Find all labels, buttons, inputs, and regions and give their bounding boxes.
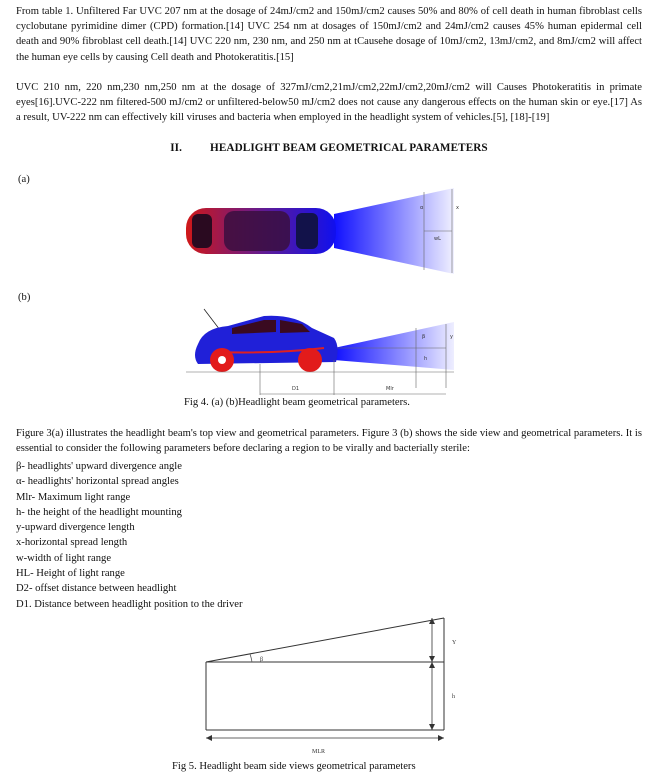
side-label-d1: D1 — [292, 386, 300, 392]
fig4-caption: Fig 4. (a) (b)Headlight beam geometrical parameters. — [184, 397, 410, 408]
parameter-item: D1. Distance between headlight position to the driver — [16, 598, 243, 610]
arrowhead-right-icon — [438, 735, 444, 741]
parameter-list — [16, 459, 616, 612]
side-beam — [334, 322, 454, 370]
car-antenna — [204, 309, 220, 330]
top-label-alpha: α — [420, 205, 424, 211]
section-title: HEADLIGHT BEAM GEOMETRICAL PARAMETERS — [210, 142, 488, 154]
side-label-beta: β — [422, 334, 426, 340]
top-label-w: wL — [434, 236, 441, 242]
fig5-label-beta: β — [260, 657, 264, 663]
side-label-y: y — [450, 334, 453, 340]
car-top-rear-window — [192, 214, 212, 248]
wheel-rear-hub — [218, 356, 226, 364]
fig5-diagram — [196, 610, 486, 758]
paragraph-3: Figure 3(a) illustrates the headlight beam's top view and geometrical parameters. Figure 3 (b) shows the side view and geometrical parameters. It is essential to consider the following parameters before declaring a region to be virally and bacterially sterile: — [16, 428, 642, 455]
parameter-item: Mlr- Maximum light range — [16, 491, 131, 503]
fig5-label-mlr: MLR — [312, 749, 326, 755]
top-label-x: x — [456, 205, 459, 211]
parameter-item: x-horizontal spread length — [16, 537, 128, 549]
paragraph-1: From table 1. Unfiltered Far UVC 207 nm at the dosage of 24mJ/cm2 and 150mJ/cm2 causes 50% and 80% of cell death in human fibroblast cells cyclobutane pyrimidine dimer (CPD) formation.[14] UVC 254 nm at dosages of 150mJ/cm2 and 24mJ/cm2 causes 45% human epidermal cell death and 90% fibroblast cell death.[14] UVC 220 nm, 230 nm, and 250 nm at tCausehe dosage of 10mJ/cm2, 13mJ/cm2, and 8mJ/cm2 will affect the human eye cells by causing Cell death and Photokeratitis.[15] — [16, 6, 642, 63]
arrowhead-down-icon — [429, 656, 435, 662]
fig4-top-view — [184, 184, 474, 286]
fig5-caption: Fig 5. Headlight beam side views geometrical parameters — [172, 761, 416, 772]
fig5-upper-ray — [206, 618, 444, 662]
car-top-windshield — [296, 213, 318, 249]
paragraph-2: UVC 210 nm, 220 nm,230 nm,250 nm at the dosage of 327mJ/cm2,21mJ/cm2,22mJ/cm2,20mJ/cm2 will Causes Photokeratitis in primate eyes[16].UVC-222 nm filtered-500 mJ/cm2 or unfiltered-below50 mJ/cm2 does not cause any dangerous effects on the human skin or eye.[17] As a result, UV-222 nm can effectively kill viruses and bacteria when employed in the headlight system of vehicles.[5], [18]-[19] — [16, 82, 642, 124]
parameter-item: w-width of light range — [16, 552, 112, 564]
side-label-mlr: Mlr — [386, 386, 394, 392]
arrowhead-down-icon — [429, 724, 435, 730]
parameter-item: h- the height of the headlight mounting — [16, 506, 182, 518]
section-heading — [0, 142, 658, 154]
parameter-item: HL- Height of light range — [16, 568, 125, 580]
wheel-front — [298, 348, 322, 372]
fig5-label-y: Y — [452, 640, 457, 646]
arrowhead-up-icon — [429, 662, 435, 668]
section-number: II. — [170, 142, 183, 154]
fig5-beta-arc — [250, 654, 252, 662]
parameter-item: y-upward divergence length — [16, 522, 135, 534]
fig5-label-h: h — [452, 694, 455, 700]
fig4-side-view — [184, 302, 474, 396]
parameter-item: D2- offset distance between headlight — [16, 583, 177, 595]
car-top-roof — [224, 211, 290, 251]
arrowhead-left-icon — [206, 735, 212, 741]
parameter-item: β- headlights' upward divergence angle — [16, 461, 182, 472]
fig4-label-b: (b) — [18, 292, 31, 303]
side-label-h: h — [424, 356, 428, 362]
parameter-item: α- headlights' horizontal spread angles — [16, 476, 179, 488]
fig4-label-a: (a) — [18, 174, 30, 185]
